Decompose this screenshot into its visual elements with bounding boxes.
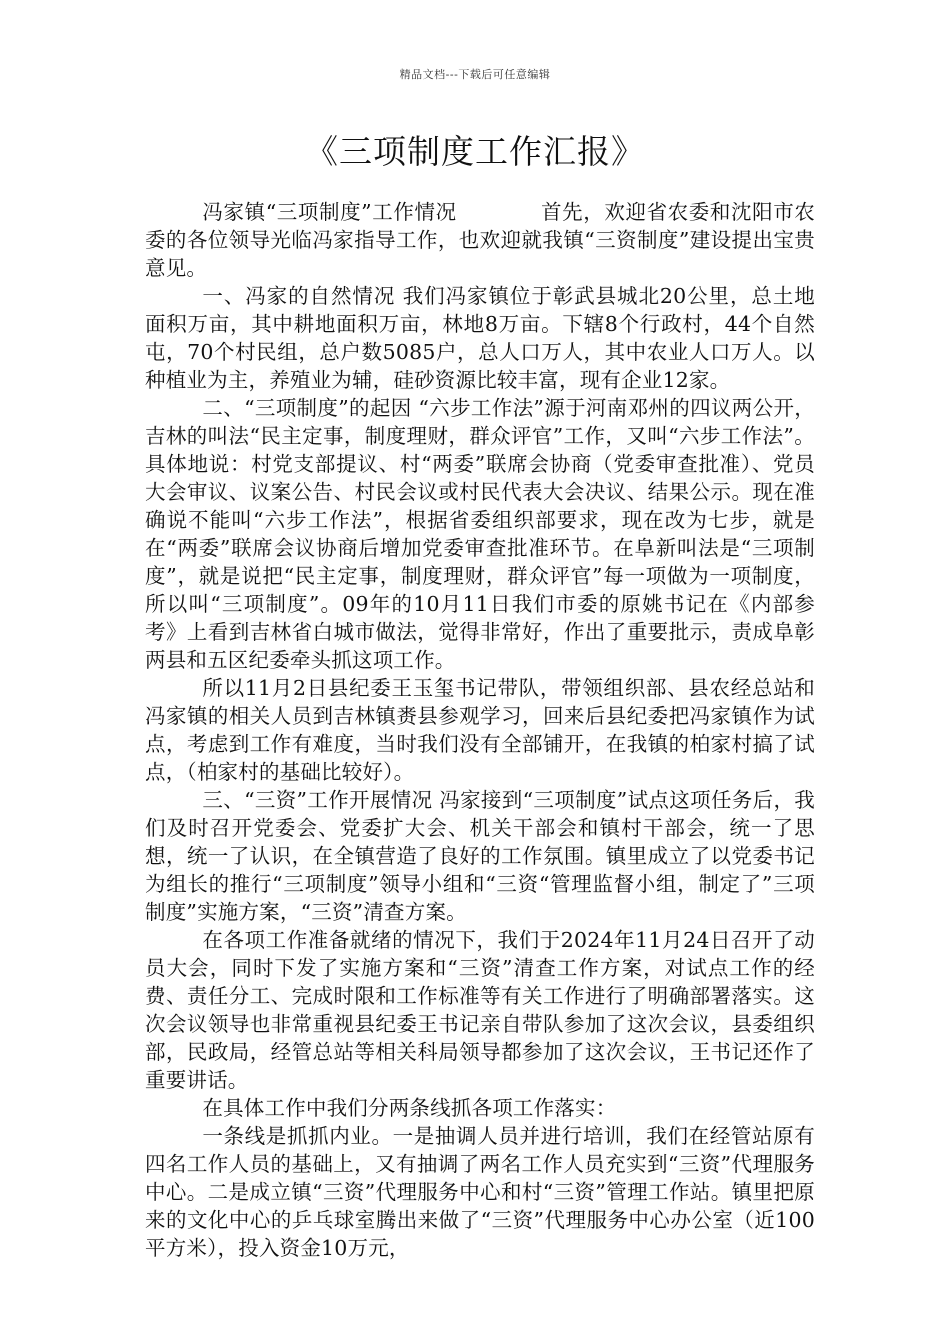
paragraph-intro: 冯家镇“三项制度”工作情况 首先，欢迎省农委和沈阳市农委的各位领导光临冯家指导工作，也欢迎就我镇“三资制度”建设提出宝贵意见。: [145, 200, 815, 280]
paragraph-two-lines: 在具体工作中我们分两条线抓各项工作落实：: [202, 1096, 617, 1120]
document-title: 《三项制度工作汇报》: [305, 132, 645, 171]
paragraph-internal-work: 一条线是抓抓内业。一是抽调人员并进行培训，我们在经管站原有四名工作人员的基础上，又有抽调了两名工作人员充实到“三资”代理服务中心。二是成立镇“三资”代理服务中心和村“三资”管理工作站。镇里把原来的文化中心的乒乓球室腾出来做了“三资”代理服务中心办公室（近100平方米），投入资金10万元，: [145, 1124, 815, 1260]
paragraph-pilot: 所以11月2日县纪委王玉玺书记带队，带领组织部、县农经总站和冯家镇的相关人员到吉林镇赉县参观学习，回来后县纪委把冯家镇作为试点，考虑到工作有难度，当时我们没有全部铺开，在我镇的柏家村搞了试点，（柏家村的基础比较好）。: [145, 676, 815, 784]
paragraph-mobilization: 在各项工作准备就绪的情况下，我们于2024年11月24日召开了动员大会，同时下发了实施方案和“三资”清查工作方案，对试点工作的经费、责任分工、完成时限和工作标准等有关工作进行了明确部署落实。这次会议领导也非常重视县纪委王书记亲自带队参加了这次会议，县委组织部，民政局，经管总站等相关科局领导都参加了这次会议，王书记还作了重要讲话。: [145, 928, 815, 1092]
paragraph-natural-conditions: 一、冯家的自然情况 我们冯家镇位于彰武县城北20公里，总土地面积万亩，其中耕地面积万亩，林地8万亩。下辖8个行政村，44个自然屯，70个村民组，总户数5085户，总人口万人，其中农业人口万人。以种植业为主，养殖业为辅，硅砂资源比较丰富，现有企业12家。: [145, 284, 815, 392]
document-body: [145, 198, 815, 1262]
paragraph-three-assets: 三、“三资”工作开展情况 冯家接到“三项制度”试点这项任务后，我们及时召开党委会、党委扩大会、机关干部会和镇村干部会，统一了思想，统一了认识，在全镇营造了良好的工作氛围。镇里成立了以党委书记为组长的推行“三项制度”领导小组和“三资“管理监督小组，制定了”三项制度”实施方案，“三资”清查方案。: [145, 788, 815, 924]
header-note: 精品文档---下载后可任意编辑: [399, 68, 551, 81]
paragraph-origin: 二、“三项制度”的起因 “六步工作法”源于河南邓州的四议两公开，吉林的叫法“民主定事，制度理财，群众评官”工作，又叫“六步工作法”。具体地说：村党支部提议、村“两委”联席会协商（党委审查批准）、党员大会审议、议案公告、村民会议或村民代表大会决议、结果公示。现在准确说不能叫“六步工作法”，根据省委组织部要求，现在改为七步，就是在“两委”联席会议协商后增加党委审查批准环节。在阜新叫法是“三项制度”，就是说把“民主定事，制度理财，群众评官”每一项做为一项制度，所以叫“三项制度”。09年的10月11日我们市委的原姚书记在《内部参考》上看到吉林省白城市做法，觉得非常好，作出了重要批示，责成阜彰两县和五区纪委牵头抓这项工作。: [145, 396, 815, 672]
